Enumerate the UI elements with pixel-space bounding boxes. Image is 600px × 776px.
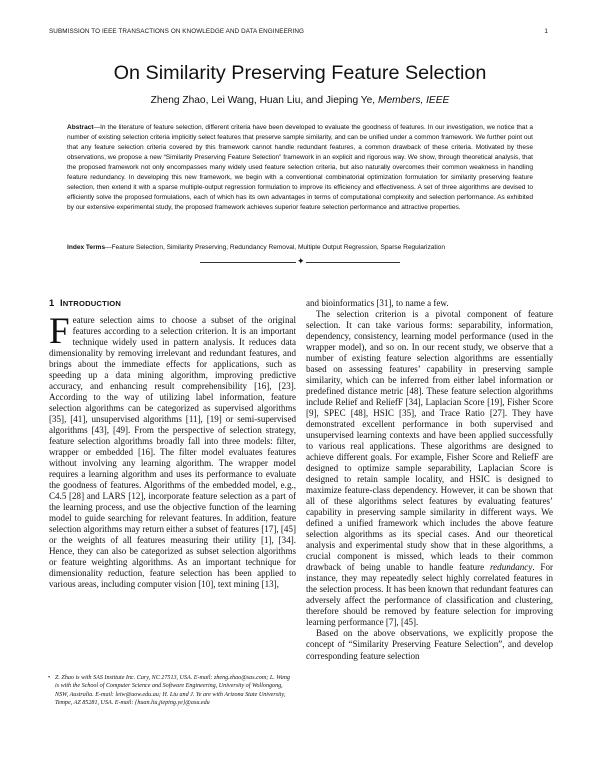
- index-terms-text: —Feature Selection, Similarity Preserving, Redundancy Removal, Multiple Output Regression, Sparse Regularization: [105, 244, 445, 251]
- paper-title: On Similarity Preserving Feature Selection: [113, 62, 487, 84]
- author-membership: Members, IEEE: [377, 95, 450, 106]
- drop-cap: F: [49, 311, 70, 353]
- page-number: 1: [544, 28, 548, 35]
- index-terms-label: Index Terms: [67, 244, 106, 251]
- index-terms: [67, 243, 533, 253]
- abstract-label: Abstract: [67, 124, 94, 131]
- section-title-first: I: [59, 298, 63, 308]
- section-title-rest: NTRODUCTION: [62, 299, 122, 308]
- divider-ornament-icon: ✦: [297, 257, 305, 267]
- intro-paragraph-1: [49, 311, 296, 590]
- intro-paragraph-1-text: eature selection aims to choose a subset of the original features according to a selection criterion. It is an important technique widely used in pattern analysis. It reduces data dimensionality by removing irrelevant and redundant features, and brings about the immediate effects for applications, such as speeding up a data mining algorithm, improving predictive accuracy, and enhancing result comprehensibility [16], [23]. According to the way of utilizing label information, feature selection algorithms can be categorized as supervised algorithms [35], [41], unsupervised algorithms [11], [19] or semi-supervised algorithms [43], [49]. From the perspective of selection strategy, feature selection algorithms broadly fall into three models: filter, wrapper or embedded [16]. The filter model evaluates features without involving any learning algorithm. The wrapper model requires a learning algorithm and uses its performance to evaluate the goodness of features. Algorithms of the embedded model, e.g., C4.5 [28] and LARS [12], incorporate feature selection as a part of the learning process, and use the objective function of the learning model to guide searching for relevant features. In addition, feature selection algorithms may return either a subset of features [17], [45] or the weights of all features measuring their utility [1], [34]. Hence, they can also be categorized as subset selection algorithms or feature weighting algorithms. As an important technique for dimensionality reduction, feature selection has been applied to various areas, including computer vision [10], text mining [13],: [49, 315, 296, 590]
- abstract-text: —In the literature of feature selection, different criteria have been developed to evaluate the goodness of features. In our investigation, we notice that a number of existing selection criteria implicitly select features that preserve sample similarity, and can be unified under a common framework. We further point out that any feature selection criteria covered by this framework cannot handle redundant features, a common drawback of these criteria. Motivated by these observations, we propose a new “Similarity Preserving Feature Selection” framework in an explicit and rigorous way. We show, through theoretical analysis, that the proposed framework not only encompasses many widely used feature selection criteria, but also naturally overcomes their common weakness in handling feature redundancy. In developing this new framework, we begin with a conventional combinatorial optimization formulation for similarity preserving feature selection, then extend it with a sparse multiple-output regression formulation to improve its efficiency and effectiveness. A set of three algorithms are devised to efficiently solve the proposed formulations, each of which has its own advantages in terms of computational complexity and selection performance. As exhibited by our extensive experimental study, the proposed framework achieves superior feature selection performance and attractive properties.: [67, 124, 533, 211]
- redundancy-emphasis: redundancy: [489, 562, 533, 573]
- author-line: [0, 95, 600, 106]
- author-names: Zheng Zhao, Lei Wang, Huan Liu, and Jieping Ye,: [150, 95, 376, 106]
- footnote-bullet: •: [48, 675, 51, 681]
- section-heading: [49, 298, 296, 309]
- author-footnote: [48, 674, 293, 707]
- right-column: [306, 298, 553, 662]
- intro-paragraph-2-tail: . For instance, they may repeatedly select highly correlated features in the selection process. It has been known that redundant features can adversely affect the performance of classification and clustering, therefore should be removed by feature selection for improving learning performance [7], [45].: [306, 562, 553, 628]
- footnote-text: Z. Zhao is with SAS Institute Inc. Cary, NC 27513, USA. E-mail: zheng.zhao@sas.com; L. Wang is with the School of Computer Science and Software Engineering, University of Wollongong, NSW, Australia. E-mail: leiw@uow.edu.au; H. Liu and J. Ye are with Arizona State University, Tempe, AZ 85281, USA. E-mail: {huan.liu,jieping.ye}@asu.edu: [55, 675, 290, 706]
- continued-paragraph: and bioinformatics [31], to name a few.: [306, 298, 449, 308]
- intro-paragraph-3: Based on the above observations, we explicitly propose the concept of “Similarity Preserving Feature Selection”, and develop corresponding feature selection: [306, 628, 553, 661]
- intro-paragraph-2: [306, 309, 553, 628]
- left-column: [49, 298, 296, 590]
- journal-name: SUBMISSION TO IEEE TRANSACTIONS ON KNOWLEDGE AND DATA ENGINEERING: [49, 28, 305, 35]
- intro-paragraph-2-text: The selection criterion is a pivotal component of feature selection. It can take various forms: separability, information, dependency, consistency, learning model performance (used in the wrapper model), and so on. In our recent study, we observe that a number of existing feature selection algorithms are essentially based on assessing features’ capability in preserving sample similarity, which can be inferred from either label information or predefined distance metric [48]. These feature selection algorithms include Relief and ReliefF [34], Laplacian Score [19], Fisher Score [9], SPEC [48], HSIC [35], and Trace Ratio [27]. They have demonstrated excellent performance in both supervised and unsupervised learning contexts and have been applied successfully to various real applications. These algorithms are designed to achieve different goals. For example, Fisher Score and ReliefF are designed to optimize sample separability, Laplacian Score is designed to retain sample locality, and HSIC is designed to maximize feature-class dependency. However, it can be shown that all of these algorithms select features by evaluating features’ capability in preserving sample similarity in different ways. We defined a unified framework which includes the above feature selection algorithms as its special cases. And our theoretical analysis and experimental study show that in these algorithms, a crucial component is missed, which leads to their common drawback of being unable to handle feature: [306, 309, 553, 573]
- abstract: [67, 123, 533, 213]
- running-header: [49, 28, 548, 40]
- section-number: 1: [49, 298, 55, 308]
